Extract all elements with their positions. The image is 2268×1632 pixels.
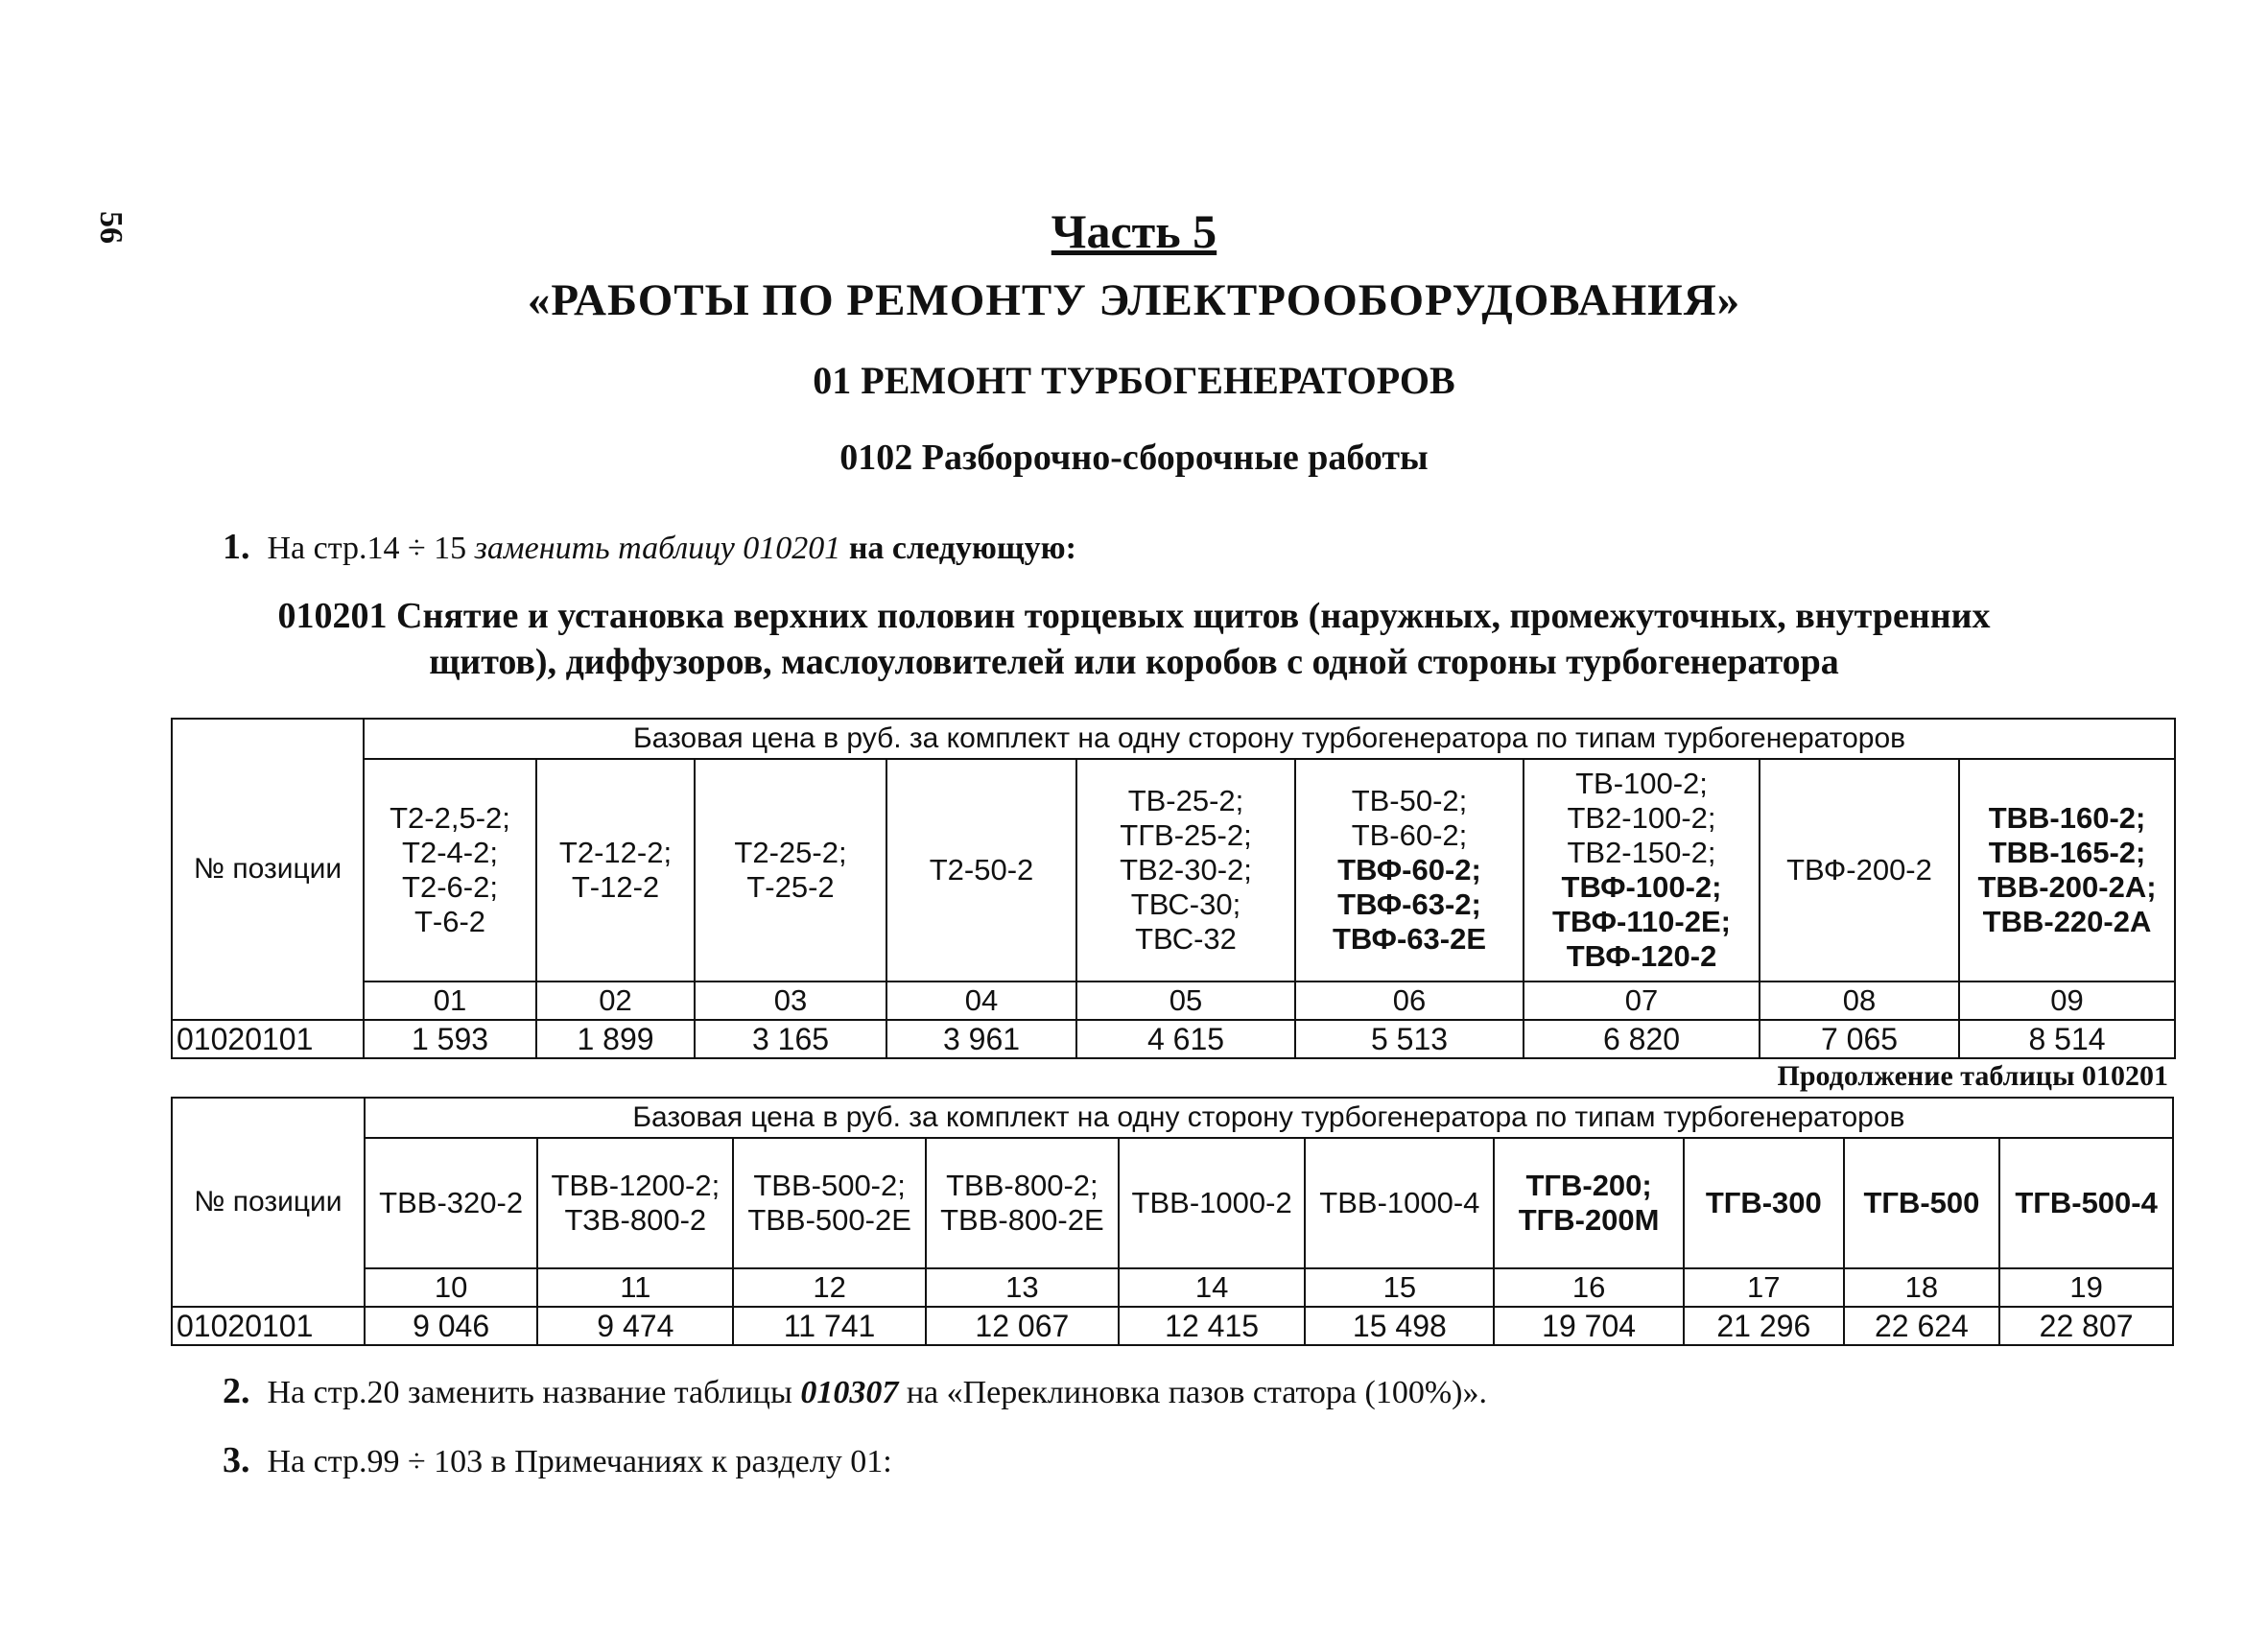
generator-type-label: ТВВ-800-2; — [946, 1169, 1099, 1202]
item-number: 1. — [223, 527, 250, 567]
item-text-emphasis: заменить таблицу 010201 — [474, 531, 841, 566]
generator-type-label: ТГВ-300 — [1705, 1186, 1822, 1219]
type-code: 03 — [695, 982, 886, 1020]
generator-type-label: ТВФ-120-2 — [1566, 939, 1717, 973]
position-header: № позиции — [172, 1098, 365, 1307]
type-code: 01 — [364, 982, 536, 1020]
price-value: 11 741 — [733, 1307, 926, 1345]
type-code: 18 — [1844, 1268, 2000, 1307]
price-table-1 — [171, 718, 2176, 1059]
generator-type-label: Т-25-2 — [746, 870, 835, 904]
generator-type-label: ТВВ-500-2; — [753, 1169, 906, 1202]
continuation-label: Продолжение таблицы 010201 — [1777, 1060, 2168, 1092]
item-text: На стр.20 заменить название таблицы — [267, 1375, 801, 1410]
generator-type-label: ТВВ-220-2А — [1982, 905, 2152, 938]
generator-type-label: ТГВ-25-2; — [1120, 818, 1252, 852]
generator-type-cell — [733, 1138, 926, 1268]
generator-type-label: ТВВ-165-2; — [1988, 836, 2146, 869]
generator-type-label: ТВС-32 — [1135, 922, 1237, 956]
generator-type-cell — [1999, 1138, 2173, 1268]
generator-type-cell — [1494, 1138, 1684, 1268]
generator-type-label: ТВ-25-2; — [1127, 784, 1244, 817]
price-value: 5 513 — [1295, 1020, 1524, 1058]
instruction-item-3 — [223, 1439, 892, 1481]
row-position: 01020101 — [172, 1020, 364, 1058]
item-text-emphasis: 010307 — [800, 1375, 899, 1410]
price-value: 12 067 — [926, 1307, 1119, 1345]
table-title-line-2: щитов), диффузоров, маслоуловителей или коробов с одной стороны турбогенератора — [429, 642, 1839, 682]
generator-type-label: Т-12-2 — [571, 870, 660, 904]
price-value: 1 593 — [364, 1020, 536, 1058]
instruction-item-1 — [223, 526, 1076, 568]
type-code: 16 — [1494, 1268, 1684, 1307]
generator-type-cell — [1076, 759, 1295, 982]
generator-type-label: ТГВ-200; — [1525, 1169, 1652, 1202]
type-row — [172, 1138, 2173, 1268]
price-value: 1 899 — [536, 1020, 695, 1058]
generator-type-label: ТВФ-100-2; — [1561, 870, 1722, 904]
price-header: Базовая цена в руб. за комплект на одну сторону турбогенератора по типам турбогенераторов — [365, 1098, 2173, 1138]
type-code: 02 — [536, 982, 695, 1020]
generator-type-cell — [1524, 759, 1760, 982]
generator-type-label: ТВВ-800-2Е — [940, 1203, 1104, 1237]
type-code: 17 — [1684, 1268, 1844, 1307]
type-code: 06 — [1295, 982, 1524, 1020]
price-value: 4 615 — [1076, 1020, 1295, 1058]
generator-type-label: ТВВ-1000-2 — [1131, 1186, 1292, 1219]
generator-type-label: ТГВ-200М — [1518, 1203, 1660, 1237]
generator-type-label: ТВФ-63-2; — [1337, 887, 1481, 921]
generator-type-cell — [695, 759, 886, 982]
generator-type-cell — [1760, 759, 1959, 982]
type-code: 13 — [926, 1268, 1119, 1307]
price-value: 6 820 — [1524, 1020, 1760, 1058]
subsection-title: 01 РЕМОНТ ТУРБОГЕНЕРАТОРОВ — [813, 359, 1455, 402]
generator-type-label: ТВФ-63-2Е — [1332, 922, 1487, 956]
type-code: 14 — [1119, 1268, 1306, 1307]
price-header: Базовая цена в руб. за комплект на одну сторону турбогенератора по типам турбогенераторов — [364, 719, 2175, 759]
generator-type-label: ТВВ-1000-4 — [1319, 1186, 1480, 1219]
type-row — [172, 759, 2175, 982]
generator-type-label: ТВФ-200-2 — [1786, 853, 1932, 887]
generator-type-label: ТВ-100-2; — [1575, 767, 1708, 800]
item-text: На стр.99 ÷ 103 в Примечаниях к разделу 01: — [267, 1444, 892, 1479]
generator-type-label: ТВВ-1200-2; — [551, 1169, 721, 1202]
generator-type-label: ТВФ-60-2; — [1337, 853, 1481, 887]
code-row — [172, 1268, 2173, 1307]
part-title: Часть 5 — [1051, 204, 1217, 258]
price-table-2 — [171, 1097, 2174, 1346]
type-code: 10 — [365, 1268, 538, 1307]
price-value: 7 065 — [1760, 1020, 1959, 1058]
generator-type-label: ТВВ-160-2; — [1988, 801, 2146, 835]
generator-type-label: ТВ-50-2; — [1351, 784, 1468, 817]
generator-type-cell — [1119, 1138, 1306, 1268]
type-code: 04 — [886, 982, 1076, 1020]
generator-type-label: ТВ-60-2; — [1351, 818, 1468, 852]
price-value: 19 704 — [1494, 1307, 1684, 1345]
generator-type-cell — [1844, 1138, 2000, 1268]
generator-type-label: Т2-12-2; — [558, 836, 673, 869]
type-code: 09 — [1959, 982, 2175, 1020]
item-text-tail: на следующую: — [840, 531, 1076, 566]
section-title: «РАБОТЫ ПО РЕМОНТУ ЭЛЕКТРООБОРУДОВАНИЯ» — [527, 275, 1741, 325]
generator-type-label: Т2-4-2; — [402, 836, 498, 869]
generator-type-label: ТВ2-100-2; — [1567, 801, 1716, 835]
generator-type-label: ТВВ-500-2Е — [747, 1203, 911, 1237]
generator-type-cell — [365, 1138, 538, 1268]
item-number: 2. — [223, 1371, 250, 1411]
item-text-tail: на «Переклиновка пазов статора (100%)». — [898, 1375, 1487, 1410]
row-position: 01020101 — [172, 1307, 365, 1345]
generator-type-label: Т2-6-2; — [402, 870, 498, 904]
generator-type-label: ТВ2-150-2; — [1567, 836, 1716, 869]
generator-type-cell — [926, 1138, 1119, 1268]
table-row — [172, 1020, 2175, 1058]
item-text: На стр.14 ÷ 15 — [267, 531, 475, 566]
table-row — [172, 1307, 2173, 1345]
type-code: 08 — [1760, 982, 1959, 1020]
type-code: 15 — [1305, 1268, 1494, 1307]
price-value: 8 514 — [1959, 1020, 2175, 1058]
type-code: 07 — [1524, 982, 1760, 1020]
item-number: 3. — [223, 1440, 250, 1480]
price-value: 12 415 — [1119, 1307, 1306, 1345]
generator-type-cell — [537, 1138, 733, 1268]
table-title — [173, 593, 2095, 685]
generator-type-label: ТГВ-500-4 — [2015, 1186, 2158, 1219]
subsubsection-title: 0102 Разборочно-сборочные работы — [839, 438, 1429, 478]
price-value: 3 165 — [695, 1020, 886, 1058]
page-number: 56 — [93, 211, 129, 244]
generator-type-label: ТВ2-30-2; — [1120, 853, 1252, 887]
generator-type-cell — [364, 759, 536, 982]
price-value: 21 296 — [1684, 1307, 1844, 1345]
price-value: 3 961 — [886, 1020, 1076, 1058]
type-code: 12 — [733, 1268, 926, 1307]
generator-type-label: Т2-25-2; — [734, 836, 847, 869]
generator-type-cell — [1295, 759, 1524, 982]
price-value: 22 807 — [1999, 1307, 2173, 1345]
generator-type-label: ТВВ-320-2 — [379, 1186, 524, 1219]
generator-type-label: ТГВ-500 — [1863, 1186, 1980, 1219]
generator-type-label: ТЗВ-800-2 — [564, 1203, 707, 1237]
price-value: 9 046 — [365, 1307, 538, 1345]
price-value: 15 498 — [1305, 1307, 1494, 1345]
generator-type-cell — [1684, 1138, 1844, 1268]
position-header: № позиции — [172, 719, 364, 1020]
type-code: 19 — [1999, 1268, 2173, 1307]
generator-type-cell — [536, 759, 695, 982]
generator-type-label: Т2-50-2 — [929, 853, 1034, 887]
generator-type-label: ТВВ-200-2А; — [1977, 870, 2157, 904]
table-title-line-1: 010201 Снятие и установка верхних половин торцевых щитов (наружных, промежуточных, внутренних — [277, 596, 1991, 636]
generator-type-label: ТВФ-110-2Е; — [1552, 905, 1731, 938]
generator-type-label: Т-6-2 — [413, 905, 486, 938]
price-value: 22 624 — [1844, 1307, 2000, 1345]
type-code: 11 — [537, 1268, 733, 1307]
generator-type-label: Т2-2,5-2; — [390, 801, 510, 835]
generator-type-cell — [886, 759, 1076, 982]
code-row — [172, 982, 2175, 1020]
generator-type-cell — [1959, 759, 2175, 982]
generator-type-label: ТВС-30; — [1130, 887, 1241, 921]
price-value: 9 474 — [537, 1307, 733, 1345]
generator-type-cell — [1305, 1138, 1494, 1268]
type-code: 05 — [1076, 982, 1295, 1020]
instruction-item-2 — [223, 1370, 1487, 1412]
